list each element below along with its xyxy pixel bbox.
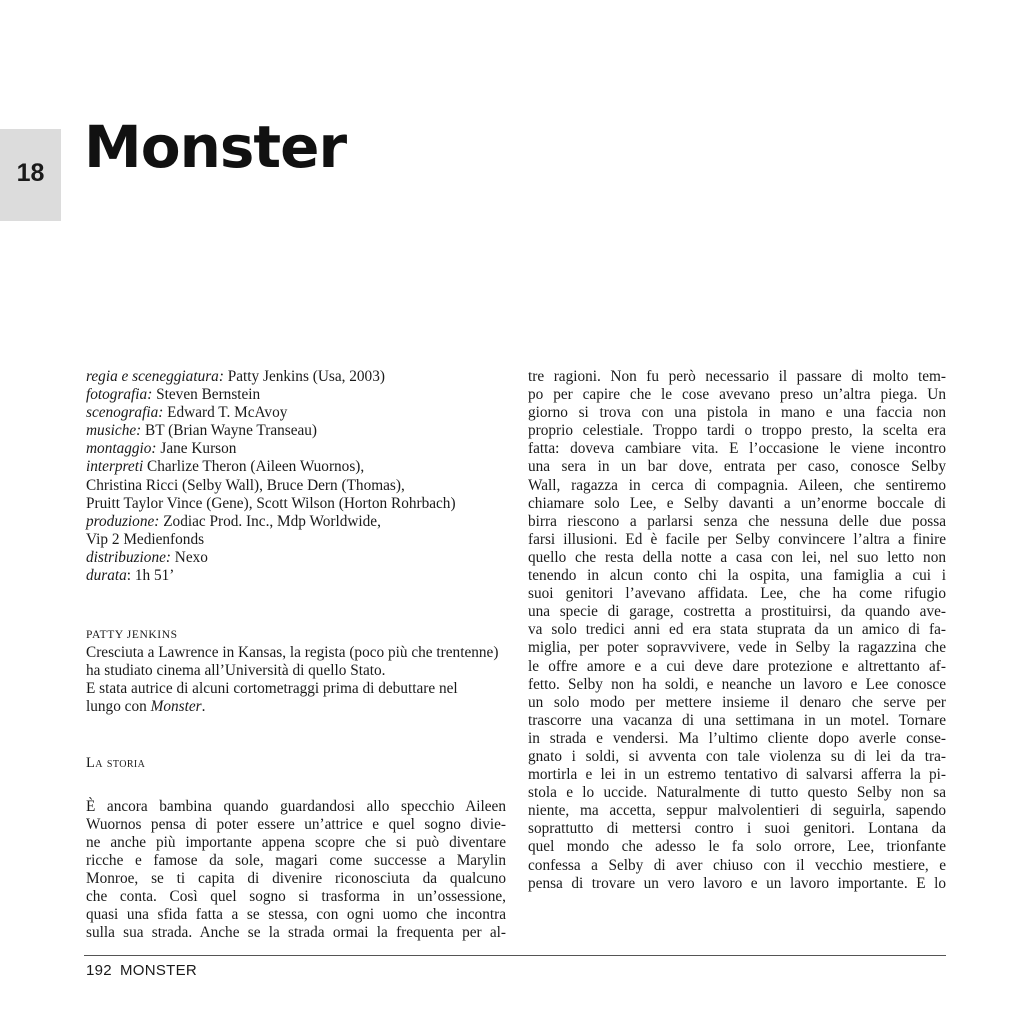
page-title: Monster [84,113,347,181]
story-heading: La storia [86,754,146,771]
bio-line: ha studiato cinema all’Università di quello Stato. [86,662,386,680]
story-line: niente, ma accetta, seppur malvolentieri di seguirla, sapendo [528,802,946,820]
credit-value: Patty Jenkins (Usa, 2003) [223,368,385,385]
page-footer [86,962,197,979]
story-line: le offre amore e a cui deve dare protezione e altrettanto af- [528,657,946,675]
story-line: chiamare solo Lee, e Selby davanti a un’enorme boccale di [528,494,946,512]
page-number: 192 [86,962,112,979]
story-line: sulla sua strada. Anche se la strada ormai la frequenta per al- [86,924,506,942]
credit-label: distribuzione: [86,548,171,566]
credit-value: Edward T. McAvoy [163,404,288,422]
credit-label: fotografia: [86,386,153,404]
story-line: Monroe, se ti capita di divenire riconosciuta da qualcuno [86,869,506,887]
story-line: fatta: doveva cambiare vita. E l’occasione le viene incontro [528,440,946,458]
story-line: tenendo in alcun conto chi la ospita, una famiglia a cui i [528,567,946,585]
story-line: Wall, ragazza in cerca di compagnia. Aileen, che sentiremo [528,476,946,494]
credit-line [86,458,506,476]
credit-line [86,513,506,531]
credit-value: Charlize Theron (Aileen Wuornos), [143,458,365,476]
story-text-right [528,368,946,893]
story-line: stola e lo uccide. Naturalmente di tutto questo Selby non sa [528,784,946,802]
story-line: proprio celestiale. Troppo tardi o troppo presto, la scelta era [528,422,946,440]
credit-line [86,495,506,513]
story-line: fetto. Selby non ha soldi, e neanche un lavoro e Lee conosce [528,675,946,693]
bio-line: Cresciuta a Lawrence in Kansas, la regista (poco più che trentenne) [86,644,499,662]
story-line: che conta. Così quel sogno si trasforma in un’ossessione, [86,887,506,905]
story-line: va solo tredici anni ed era stata stuprata da un amico di fa- [528,621,946,639]
story-line: ne anche più importante appena scopre che si può diventare [86,833,506,851]
story-line: È ancora bambina quando guardandosi allo specchio Aileen [86,797,506,815]
story-line: mortirla e lei in un estremo tentativo di salvarsi afferra la pi- [528,766,946,784]
story-line: un solo modo per mettere insieme il denaro che serve per [528,693,946,711]
credit-label: musiche: [86,422,142,440]
story-line: trascorre una vacanza di una settimana in un motel. Tornare [528,711,946,729]
story-line: suoi genitori l’avevano affidata. Lee, che ha come rifugio [528,585,946,603]
story-line: miglia, per poter sopravvivere, vede in Selby la ragazzina che [528,639,946,657]
credit-label: montaggio: [86,440,157,458]
story-line: gnato i soldi, si avventa con tale violenza su di lei da tra- [528,747,946,765]
chapter-tab [0,129,61,221]
credit-value: Zodiac Prod. Inc., Mdp Worldwide, [159,512,381,530]
story-line: soprattutto di mettersi contro i suoi genitori. Lontana da [528,820,946,838]
story-line: una sera in un bar dove, entrata per caso, conosce Selby [528,458,946,476]
story-line: in strada e vendersi. Ma l’ultimo cliente dopo averle conse- [528,729,946,747]
story-line: quello che resta della notte a casa con lei, nel suo letto non [528,548,946,566]
credit-line [86,368,506,386]
left-column [86,368,506,942]
credit-line [86,422,506,440]
bio-heading: PATTY JENKINS [86,629,178,642]
story-line: giorno si trova con una pistola in mano e una faccia non [528,404,946,422]
story-line: Wuornos pensa di poter essere un’attrice e quel sogno divie- [86,815,506,833]
story-line: farsi illusioni. Ed è facile per Selby convincere l’altra a finire [528,530,946,548]
bio-film-title: Monster [150,698,202,716]
footer-rule [84,955,946,956]
bio-paragraph-end: . [201,698,206,716]
story-line: confessa a Selby di aver chiuso con il vecchio mestiere, e [528,856,946,874]
story-line: una specie di garage, costretta a prostituirsi, da quando ave- [528,603,946,621]
credit-value: Nexo [170,548,208,566]
credit-value: BT (Brian Wayne Transeau) [141,422,318,440]
credit-line [86,440,506,458]
story-line: ricche e famose da sole, magari come successe a Marylin [86,851,506,869]
credits-block [86,368,506,585]
credit-label: produzione: [86,512,160,530]
credit-value: : 1h 51’ [126,567,175,585]
chapter-number: 18 [16,158,45,187]
credit-line [86,567,506,585]
credit-line [86,531,506,549]
credit-label: interpreti [86,458,144,476]
credit-line [86,549,506,567]
credit-label: scenografia: [86,404,164,422]
bio-text [86,644,506,716]
bio-paragraph [86,680,496,716]
credit-label: durata [86,567,127,585]
credit-line [86,386,506,404]
credit-value: Jane Kurson [156,440,237,458]
story-line: po per capire che le cose avevano preso un’altra piega. Un [528,386,946,404]
story-line: quasi una sfida fatta a se stessa, con ogni uomo che incontra [86,906,506,924]
bio-paragraph-text: E stata autrice di alcuni cortometraggi prima di debuttare nel lungo con [86,680,458,716]
story-text-left [86,798,506,943]
credit-value: Pruitt Taylor Vince (Gene), Scott Wilson (Horton Rohrbach) [86,494,456,512]
credit-value: Christina Ricci (Selby Wall), Bruce Dern (Thomas), [86,476,405,494]
credit-line [86,404,506,422]
story-line: pensa di trovare un vero lavoro e un lavoro importante. E lo [528,874,946,892]
running-title: MONSTER [119,962,198,979]
credit-value: Steven Bernstein [152,386,261,404]
credit-line [86,477,506,495]
story-line: quel mondo che adesso le fa solo orrore, Lee, trionfante [528,838,946,856]
credit-value: Vip 2 Medienfonds [86,530,205,548]
story-line: birra riescono a parlarsi senza che nessuna delle due possa [528,512,946,530]
credit-label: regia e sceneggiatura: [86,368,224,385]
story-line: tre ragioni. Non fu però necessario il passare di molto tem- [528,368,946,385]
